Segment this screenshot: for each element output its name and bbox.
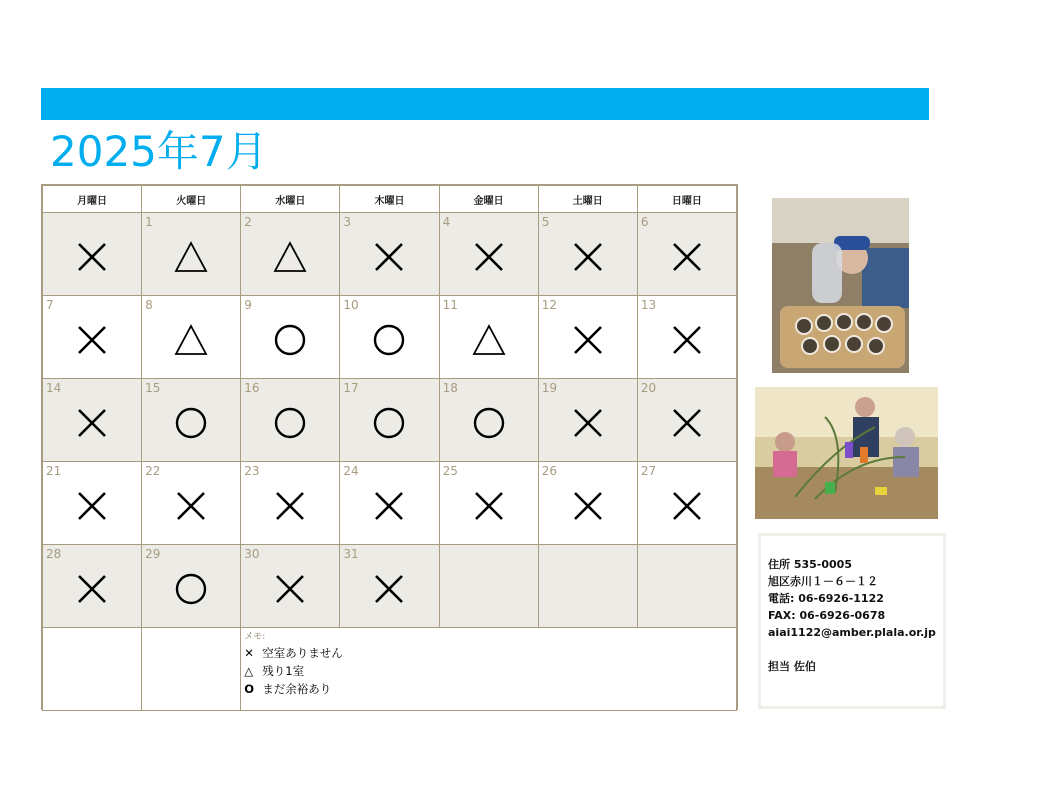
x-mark-icon (570, 488, 606, 524)
x-mark-icon (471, 488, 507, 524)
availability-mark (241, 405, 339, 445)
day-number: 2 (244, 215, 252, 229)
fax-number: FAX: 06-6926-0678 (768, 609, 886, 622)
availability-mark (43, 571, 141, 611)
day-number: 1 (145, 215, 153, 229)
day-number: 21 (46, 464, 62, 478)
calendar-day-cell (241, 545, 340, 628)
availability-mark (43, 239, 141, 279)
day-number: 30 (244, 547, 260, 561)
calendar-day-cell (43, 545, 142, 628)
circle-mark-icon (371, 405, 407, 441)
availability-mark (440, 488, 538, 528)
x-mark-icon (371, 571, 407, 607)
memo-line-triangle (244, 662, 343, 680)
calendar-day-cell (340, 296, 439, 379)
availability-mark (43, 488, 141, 528)
availability-mark (539, 239, 637, 279)
triangle-mark-icon: △ (244, 664, 254, 678)
memo-label: メモ: (244, 632, 266, 642)
memo-text: 残り1室 (262, 664, 305, 678)
x-mark-icon (74, 405, 110, 441)
availability-mark (43, 322, 141, 362)
calendar-day-cell (340, 545, 439, 628)
day-number: 9 (244, 298, 252, 312)
calendar-week-row (43, 213, 737, 296)
calendar-day-cell (43, 379, 142, 462)
memo-line-circle (244, 680, 343, 698)
availability-mark (142, 405, 240, 445)
availability-mark (440, 239, 538, 279)
weekday-header: 木曜日 (340, 186, 439, 213)
calendar-body (43, 213, 737, 628)
availability-mark (43, 405, 141, 445)
x-mark-icon (471, 239, 507, 275)
availability-mark (638, 405, 736, 445)
day-number: 18 (442, 381, 458, 395)
calendar-day-cell (43, 213, 142, 296)
triangle-mark-icon (173, 322, 209, 358)
page-title: 2025年7月 (50, 127, 268, 176)
calendar-day-cell (439, 213, 538, 296)
day-number: 14 (46, 381, 62, 395)
memo-row (43, 628, 737, 711)
day-number: 4 (442, 215, 451, 229)
day-number: 12 (541, 298, 557, 312)
x-mark-icon (74, 488, 110, 524)
day-number: 22 (145, 464, 161, 478)
calendar-day-cell (439, 296, 538, 379)
day-number: 31 (343, 547, 359, 561)
x-mark-icon (570, 239, 606, 275)
availability-mark (340, 322, 438, 362)
contact-person: 担当 佐伯 (768, 660, 816, 673)
phone-number: 電話: 06-6926-1122 (768, 592, 884, 605)
calendar-day-cell (439, 379, 538, 462)
email-address[interactable]: aiai1122@amber.plala.or.jp (768, 626, 936, 639)
weekday-header: 土曜日 (538, 186, 637, 213)
day-number: 5 (541, 215, 550, 229)
x-mark-icon (669, 405, 705, 441)
day-number: 20 (640, 381, 657, 395)
x-mark-icon (570, 322, 606, 358)
triangle-mark-icon (173, 239, 209, 275)
circle-mark-icon (272, 322, 308, 358)
availability-mark (142, 488, 240, 528)
weekday-header-row (43, 186, 737, 213)
contact-info (768, 556, 936, 675)
circle-mark-icon: O (244, 682, 255, 696)
calendar-day-cell (637, 213, 736, 296)
calendar-day-cell (538, 296, 637, 379)
triangle-mark-icon (272, 239, 308, 275)
day-number: 24 (343, 464, 359, 478)
memo-cell (241, 628, 737, 711)
memo-text: まだ余裕あり (262, 682, 332, 696)
calendar (41, 184, 738, 710)
spacer (768, 641, 936, 658)
availability-mark (340, 488, 438, 528)
calendar-day-cell (340, 462, 439, 545)
day-number: 15 (145, 381, 161, 395)
x-mark-icon (272, 571, 308, 607)
calendar-day-cell (340, 213, 439, 296)
availability-mark (440, 405, 538, 445)
calendar-day-cell (538, 462, 637, 545)
x-mark-icon: ✕ (244, 646, 254, 660)
circle-mark-icon (173, 405, 209, 441)
calendar-day-cell (241, 296, 340, 379)
calendar-week-row (43, 296, 737, 379)
day-number: 25 (442, 464, 458, 478)
x-mark-icon (669, 239, 705, 275)
availability-mark (539, 488, 637, 528)
calendar-day-cell (538, 545, 637, 628)
calendar-day-cell (43, 462, 142, 545)
calendar-day-cell (142, 379, 241, 462)
day-number: 6 (640, 215, 649, 229)
day-number: 23 (244, 464, 260, 478)
day-number: 26 (541, 464, 557, 478)
x-mark-icon (371, 239, 407, 275)
day-number: 10 (343, 298, 359, 312)
day-number: 17 (343, 381, 359, 395)
x-mark-icon (570, 405, 606, 441)
circle-mark-icon (471, 405, 507, 441)
memo-empty-cell (142, 628, 241, 711)
x-mark-icon (173, 488, 209, 524)
day-number: 28 (46, 547, 62, 561)
availability-mark (142, 322, 240, 362)
calendar-day-cell (439, 462, 538, 545)
calendar-day-cell (241, 462, 340, 545)
availability-mark (142, 571, 240, 611)
availability-mark (638, 488, 736, 528)
calendar-day-cell (142, 545, 241, 628)
availability-mark (440, 322, 538, 362)
weekday-header: 月曜日 (43, 186, 142, 213)
calendar-day-cell (538, 213, 637, 296)
photo-illustration (772, 198, 909, 373)
day-number: 7 (46, 298, 54, 312)
day-number: 8 (145, 298, 153, 312)
header-accent-bar (41, 88, 929, 120)
availability-mark (241, 239, 339, 279)
x-mark-icon (74, 571, 110, 607)
day-number: 3 (343, 215, 352, 229)
availability-mark (638, 239, 736, 279)
calendar-day-cell (241, 379, 340, 462)
x-mark-icon (669, 322, 705, 358)
x-mark-icon (74, 322, 110, 358)
availability-mark (638, 322, 736, 362)
calendar-day-cell (340, 379, 439, 462)
triangle-mark-icon (471, 322, 507, 358)
day-number: 29 (145, 547, 161, 561)
x-mark-icon (74, 239, 110, 275)
memo-text: 空室ありません (262, 646, 343, 660)
calendar-day-cell (637, 296, 736, 379)
circle-mark-icon (272, 405, 308, 441)
calendar-week-row (43, 462, 737, 545)
availability-mark (340, 239, 438, 279)
memo-empty-cell (43, 628, 142, 711)
calendar-day-cell (439, 545, 538, 628)
availability-mark (340, 571, 438, 611)
calendar-day-cell (241, 213, 340, 296)
day-number: 13 (640, 298, 657, 312)
x-mark-icon (371, 488, 407, 524)
availability-mark (241, 571, 339, 611)
calendar-week-row (43, 545, 737, 628)
photo-illustration (755, 387, 938, 519)
calendar-day-cell (637, 462, 736, 545)
calendar-week-row (43, 379, 737, 462)
availability-mark (340, 405, 438, 445)
calendar-day-cell (142, 296, 241, 379)
availability-mark (241, 322, 339, 362)
contact-info-box (758, 533, 946, 709)
weekday-header: 火曜日 (142, 186, 241, 213)
day-number: 16 (244, 381, 260, 395)
address-postal: 住所 535-0005 (768, 558, 852, 571)
day-number: 11 (442, 298, 458, 312)
calendar-day-cell (538, 379, 637, 462)
calendar-day-cell (637, 379, 736, 462)
day-number: 27 (640, 464, 657, 478)
x-mark-icon (669, 488, 705, 524)
calendar-day-cell (43, 296, 142, 379)
activity-photo-tanabata (755, 387, 938, 519)
memo-legend (244, 644, 343, 698)
circle-mark-icon (173, 571, 209, 607)
address-street: 旭区赤川１－６－１２ (768, 575, 878, 588)
availability-mark (539, 405, 637, 445)
day-number: 19 (541, 381, 557, 395)
calendar-day-cell (142, 213, 241, 296)
weekday-header: 金曜日 (439, 186, 538, 213)
availability-mark (539, 322, 637, 362)
calendar-day-cell (637, 545, 736, 628)
weekday-header: 水曜日 (241, 186, 340, 213)
calendar-day-cell (142, 462, 241, 545)
calendar-table (42, 185, 737, 711)
weekday-header: 日曜日 (637, 186, 736, 213)
circle-mark-icon (371, 322, 407, 358)
x-mark-icon (272, 488, 308, 524)
memo-line-x (244, 644, 343, 662)
activity-photo-pouring (772, 198, 909, 373)
availability-mark (241, 488, 339, 528)
availability-mark (142, 239, 240, 279)
